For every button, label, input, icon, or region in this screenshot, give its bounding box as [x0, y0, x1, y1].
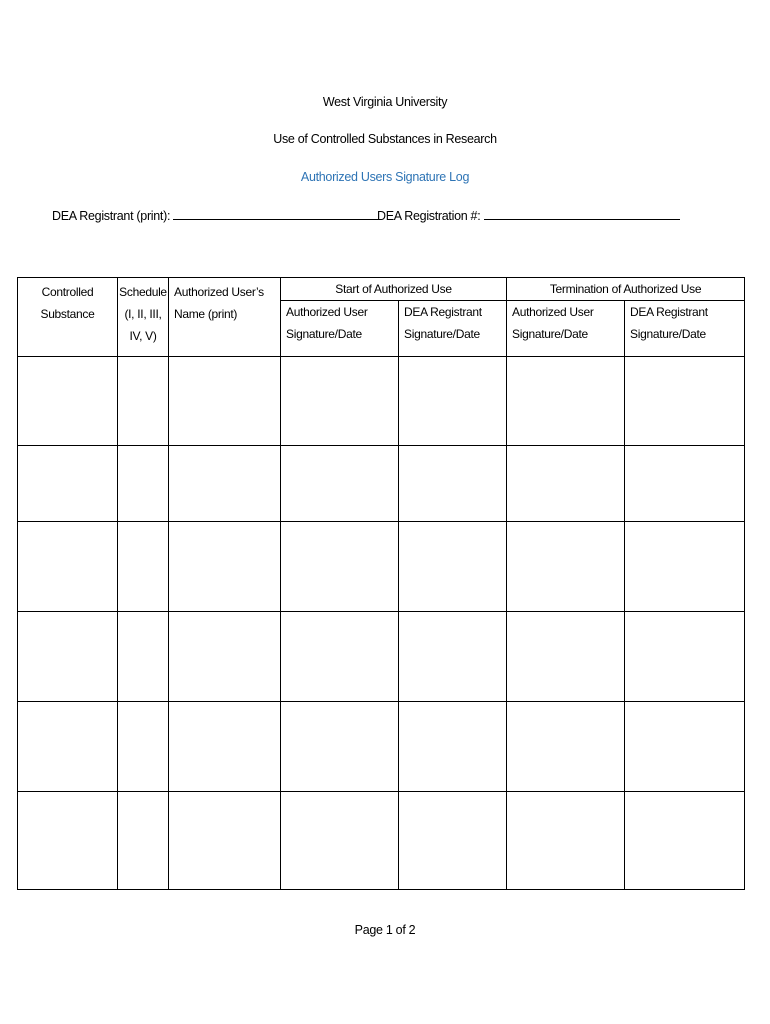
cell-start-user-signature[interactable] [281, 612, 399, 702]
cell-start-user-signature[interactable] [281, 446, 399, 522]
cell-start-registrant-signature[interactable] [399, 792, 507, 890]
cell-end-user-signature[interactable] [507, 446, 625, 522]
table-row [18, 522, 745, 612]
cell-start-user-signature[interactable] [281, 522, 399, 612]
cell-user-name[interactable] [169, 446, 281, 522]
table-row [18, 702, 745, 792]
cell-user-name[interactable] [169, 612, 281, 702]
dea-registrant-field [52, 207, 378, 223]
cell-substance[interactable] [18, 792, 118, 890]
cell-end-user-signature[interactable] [507, 792, 625, 890]
dea-registration-label: DEA Registration #: [377, 209, 481, 223]
cell-schedule[interactable] [118, 612, 169, 702]
signature-log-table [17, 277, 745, 890]
cell-start-user-signature[interactable] [281, 357, 399, 446]
col-group-start: Start of Authorized Use [281, 278, 507, 301]
cell-start-registrant-signature[interactable] [399, 612, 507, 702]
dea-registrant-blank[interactable] [173, 207, 378, 220]
col-header-substance: Controlled Substance [18, 278, 118, 357]
col-group-termination: Termination of Authorized Use [507, 278, 745, 301]
table-row [18, 792, 745, 890]
cell-end-registrant-signature[interactable] [625, 446, 745, 522]
table-row [18, 612, 745, 702]
dea-registration-blank[interactable] [484, 207, 680, 220]
cell-substance[interactable] [18, 612, 118, 702]
col-header-start-registrant-signature: DEA Registrant Signature/Date [399, 301, 507, 357]
log-title: Authorized Users Signature Log [300, 170, 470, 184]
cell-end-registrant-signature[interactable] [625, 612, 745, 702]
cell-user-name[interactable] [169, 792, 281, 890]
col-header-start-user-signature: Authorized User Signature/Date [281, 301, 399, 357]
cell-end-user-signature[interactable] [507, 357, 625, 446]
cell-end-registrant-signature[interactable] [625, 702, 745, 792]
col-header-end-registrant-signature: DEA Registrant Signature/Date [625, 301, 745, 357]
col-header-end-user-signature: Authorized User Signature/Date [507, 301, 625, 357]
cell-end-user-signature[interactable] [507, 702, 625, 792]
cell-substance[interactable] [18, 702, 118, 792]
cell-start-user-signature[interactable] [281, 792, 399, 890]
cell-end-registrant-signature[interactable] [625, 357, 745, 446]
table-row [18, 446, 745, 522]
cell-start-registrant-signature[interactable] [399, 357, 507, 446]
cell-start-registrant-signature[interactable] [399, 522, 507, 612]
cell-end-registrant-signature[interactable] [625, 792, 745, 890]
cell-schedule[interactable] [118, 702, 169, 792]
dea-registration-field [377, 207, 680, 223]
cell-user-name[interactable] [169, 702, 281, 792]
cell-user-name[interactable] [169, 357, 281, 446]
form-title: Use of Controlled Substances in Research [273, 132, 497, 146]
table-row [18, 357, 745, 446]
col-header-user-name: Authorized User’s Name (print) [169, 278, 281, 357]
cell-schedule[interactable] [118, 446, 169, 522]
cell-start-registrant-signature[interactable] [399, 702, 507, 792]
cell-substance[interactable] [18, 522, 118, 612]
page-number: Page 1 of 2 [354, 923, 416, 937]
header-row-1 [18, 278, 745, 301]
cell-schedule[interactable] [118, 357, 169, 446]
cell-end-user-signature[interactable] [507, 612, 625, 702]
dea-registrant-label: DEA Registrant (print): [52, 209, 171, 223]
cell-substance[interactable] [18, 446, 118, 522]
cell-substance[interactable] [18, 357, 118, 446]
col-header-schedule: Schedule (I, II, III, IV, V) [118, 278, 169, 357]
cell-start-user-signature[interactable] [281, 702, 399, 792]
cell-schedule[interactable] [118, 522, 169, 612]
cell-schedule[interactable] [118, 792, 169, 890]
cell-end-registrant-signature[interactable] [625, 522, 745, 612]
institution-name: West Virginia University [322, 95, 448, 109]
cell-start-registrant-signature[interactable] [399, 446, 507, 522]
cell-user-name[interactable] [169, 522, 281, 612]
cell-end-user-signature[interactable] [507, 522, 625, 612]
